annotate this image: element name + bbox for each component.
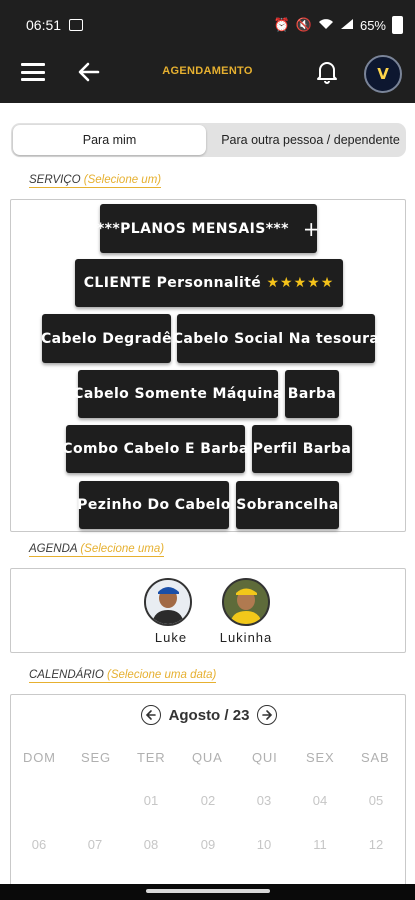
service-label: Cabelo Social Na tesoura — [172, 330, 380, 347]
navigation-bar — [0, 884, 415, 900]
weekday-sex: SEX — [306, 750, 335, 765]
calendar-day[interactable]: 02 — [200, 793, 216, 808]
next-month-icon[interactable] — [257, 705, 277, 725]
calendar-day[interactable]: 05 — [368, 793, 384, 808]
professional-name: Luke — [154, 630, 188, 645]
service-button-combo-cabelo-barba[interactable] — [62, 425, 249, 473]
weekday-dom: DOM — [23, 750, 56, 765]
stars-icon: ★★★★★ — [266, 275, 335, 291]
service-button-planos-mensais[interactable] — [96, 204, 321, 253]
recipient-toggle — [11, 123, 406, 157]
battery-icon — [392, 16, 403, 34]
agenda-hint: (Selecione uma) — [80, 543, 165, 555]
service-button-cabelo-somente-maquina[interactable] — [73, 370, 283, 418]
service-label: Barba — [287, 386, 337, 402]
calendar-day[interactable]: 08 — [143, 837, 159, 852]
service-label: Cabelo Somente Máquina — [73, 386, 283, 402]
service-button-perfil-barba[interactable] — [252, 425, 352, 473]
service-label: Sobrancelha — [236, 497, 339, 513]
battery-percentage: 65% — [359, 17, 386, 33]
bell-icon[interactable] — [315, 59, 339, 85]
calendar-hint: (Selecione uma data) — [106, 669, 217, 681]
service-label: Combo Cabelo E Barba — [62, 441, 249, 457]
tab-for-other[interactable]: Para outra pessoa / dependente — [221, 133, 400, 147]
calendar-day[interactable]: 11 — [313, 837, 327, 852]
calendar-label: CALENDÁRIO — [29, 669, 104, 681]
app-bar — [0, 50, 415, 103]
avatar — [144, 578, 192, 626]
month-label: Agosto / 23 — [168, 706, 250, 724]
service-label: Cabelo Degradê — [40, 330, 173, 347]
service-button-cabelo-degrade[interactable] — [42, 314, 171, 363]
service-button-cabelo-social[interactable] — [172, 314, 380, 363]
professional-name: Lukinha — [219, 630, 273, 645]
service-label: CLIENTE Personnalité — [83, 275, 262, 291]
calendar-panel — [10, 694, 406, 894]
calendar-day[interactable]: 07 — [87, 837, 103, 852]
page-title: AGENDAMENTO — [162, 65, 253, 77]
status-time: 06:51 — [26, 17, 62, 33]
agenda-label: AGENDA — [29, 543, 78, 555]
service-button-pezinho[interactable] — [79, 481, 229, 529]
professional-luke[interactable] — [144, 578, 198, 645]
service-label: SERVIÇO — [29, 174, 81, 186]
weekday-ter: TER — [137, 750, 166, 765]
service-label: Perfil Barba — [252, 441, 352, 457]
avatar — [222, 578, 270, 626]
calendar-day[interactable]: 03 — [256, 793, 272, 808]
agenda-panel — [10, 568, 406, 653]
notification-icon — [69, 19, 83, 31]
agenda-section-label — [29, 543, 164, 557]
mute-icon: 🔇 — [295, 17, 312, 32]
calendar-day[interactable]: 06 — [31, 837, 47, 852]
brand-logo[interactable]: V — [364, 55, 402, 93]
alarm-icon: ⏰ — [273, 17, 290, 32]
calendar-day[interactable]: 04 — [312, 793, 328, 808]
plus-icon: + — [302, 216, 321, 241]
service-button-barba[interactable] — [285, 370, 339, 418]
signal-icon — [340, 18, 354, 33]
service-label: ***PLANOS MENSAIS*** — [96, 220, 289, 237]
service-button-sobrancelha[interactable] — [236, 481, 339, 529]
service-section-label — [29, 174, 161, 188]
wifi-icon — [318, 18, 334, 33]
home-indicator[interactable] — [146, 889, 270, 893]
service-hint: (Selecione um) — [83, 174, 162, 186]
calendar-day[interactable]: 01 — [143, 793, 159, 808]
calendar-day[interactable]: 10 — [256, 837, 272, 852]
weekday-qui: QUI — [252, 750, 278, 765]
month-navigation — [11, 705, 407, 725]
professional-lukinha[interactable] — [214, 578, 278, 645]
service-button-cliente-personnalite[interactable] — [75, 259, 343, 307]
calendar-day[interactable]: 09 — [200, 837, 216, 852]
prev-month-icon[interactable] — [141, 705, 161, 725]
weekday-seg: SEG — [81, 750, 111, 765]
service-label: Pezinho Do Cabelo — [77, 497, 231, 513]
weekday-qua: QUA — [192, 750, 223, 765]
status-bar — [0, 0, 415, 50]
services-panel — [10, 199, 406, 532]
calendar-day[interactable]: 12 — [368, 837, 384, 852]
tab-for-me[interactable]: Para mim — [13, 125, 206, 155]
weekday-sab: SAB — [361, 750, 390, 765]
calendar-section-label — [29, 669, 216, 683]
